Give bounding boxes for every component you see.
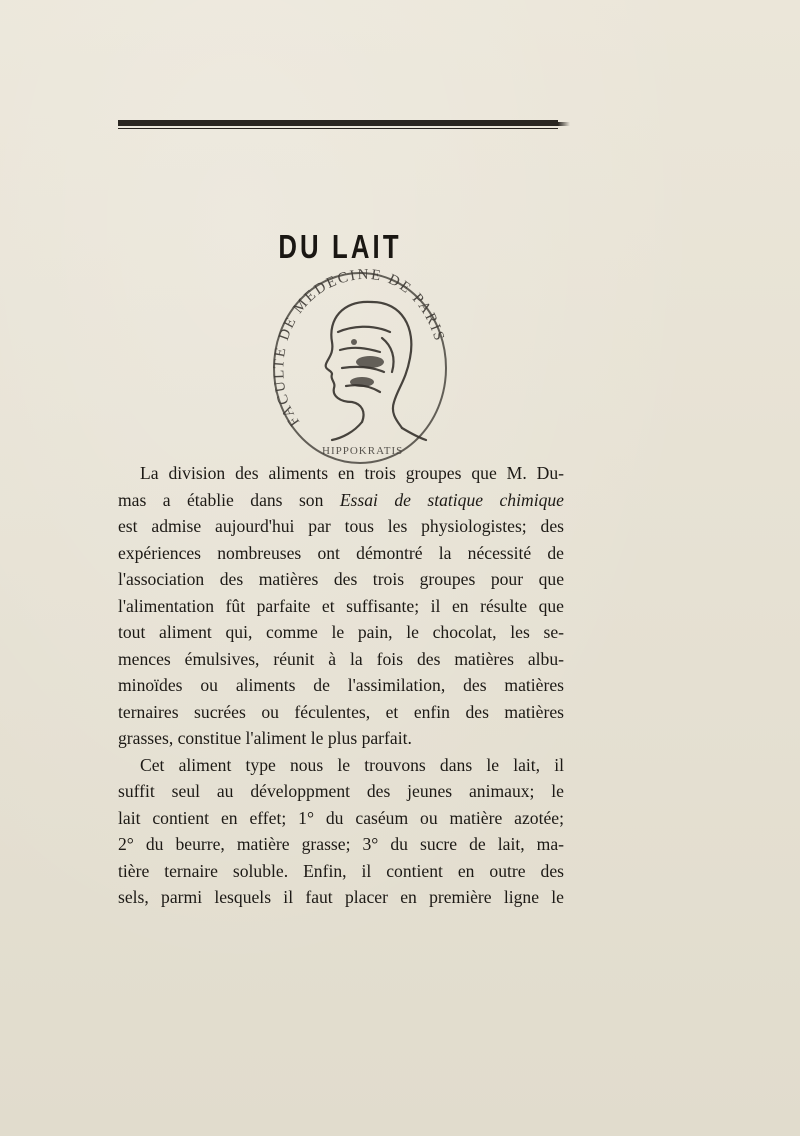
text-line: est admise aujourd'hui par tous les physiologistes; des	[118, 516, 564, 536]
text-line: lait contient en effet; 1° du caséum ou matière azotée;	[118, 807, 564, 828]
text-line: mences émulsives, réunit à la fois des matières albu-	[118, 648, 564, 669]
text-line: Cet aliment type nous le trouvons dans le lait, il	[140, 754, 564, 775]
header-rule	[118, 120, 570, 130]
text-line: minoïdes ou aliments de l'assimilation, des matières	[118, 675, 564, 695]
stamp-ring-text: FACULTE DE MEDECINE DE PARIS	[271, 266, 448, 430]
library-stamp-icon	[262, 262, 462, 472]
text-line: La division des aliments en trois groupes que M. Du-	[140, 463, 564, 483]
paragraph-2	[118, 752, 564, 911]
stamp-banner-text: HIPPOKRATIS	[322, 445, 404, 457]
chapter-title: DU LAIT	[278, 228, 402, 265]
text-line: sels, parmi lesquels il faut placer en première ligne le	[118, 887, 564, 907]
text-line: grasses, constitue l'aliment le plus parfait.	[118, 728, 412, 748]
text-line: l'association des matières des trois groupes pour que	[118, 569, 564, 589]
book-title: Essai de statique chimique	[339, 489, 564, 510]
body-text	[118, 460, 564, 911]
text-line: tière ternaire soluble. Enfin, il contient en outre des	[118, 860, 564, 881]
paragraph-1	[118, 460, 564, 752]
text-line-with-italic: mas a établie dans son Essai de statique chimique	[118, 489, 564, 510]
text-line: ternaires sucrées ou féculentes, et enfin des matières	[118, 701, 564, 722]
text-line: expériences nombreuses ont démontré la nécessité de	[118, 542, 564, 563]
text-line: tout aliment qui, comme le pain, le chocolat, les se-	[118, 622, 564, 642]
text-line: suffit seul au développment des jeunes animaux; le	[118, 781, 564, 801]
text-line: l'alimentation fût parfaite et suffisante; il en résulte que	[118, 595, 564, 616]
text-line: 2° du beurre, matière grasse; 3° du sucre de lait, ma-	[118, 834, 564, 854]
